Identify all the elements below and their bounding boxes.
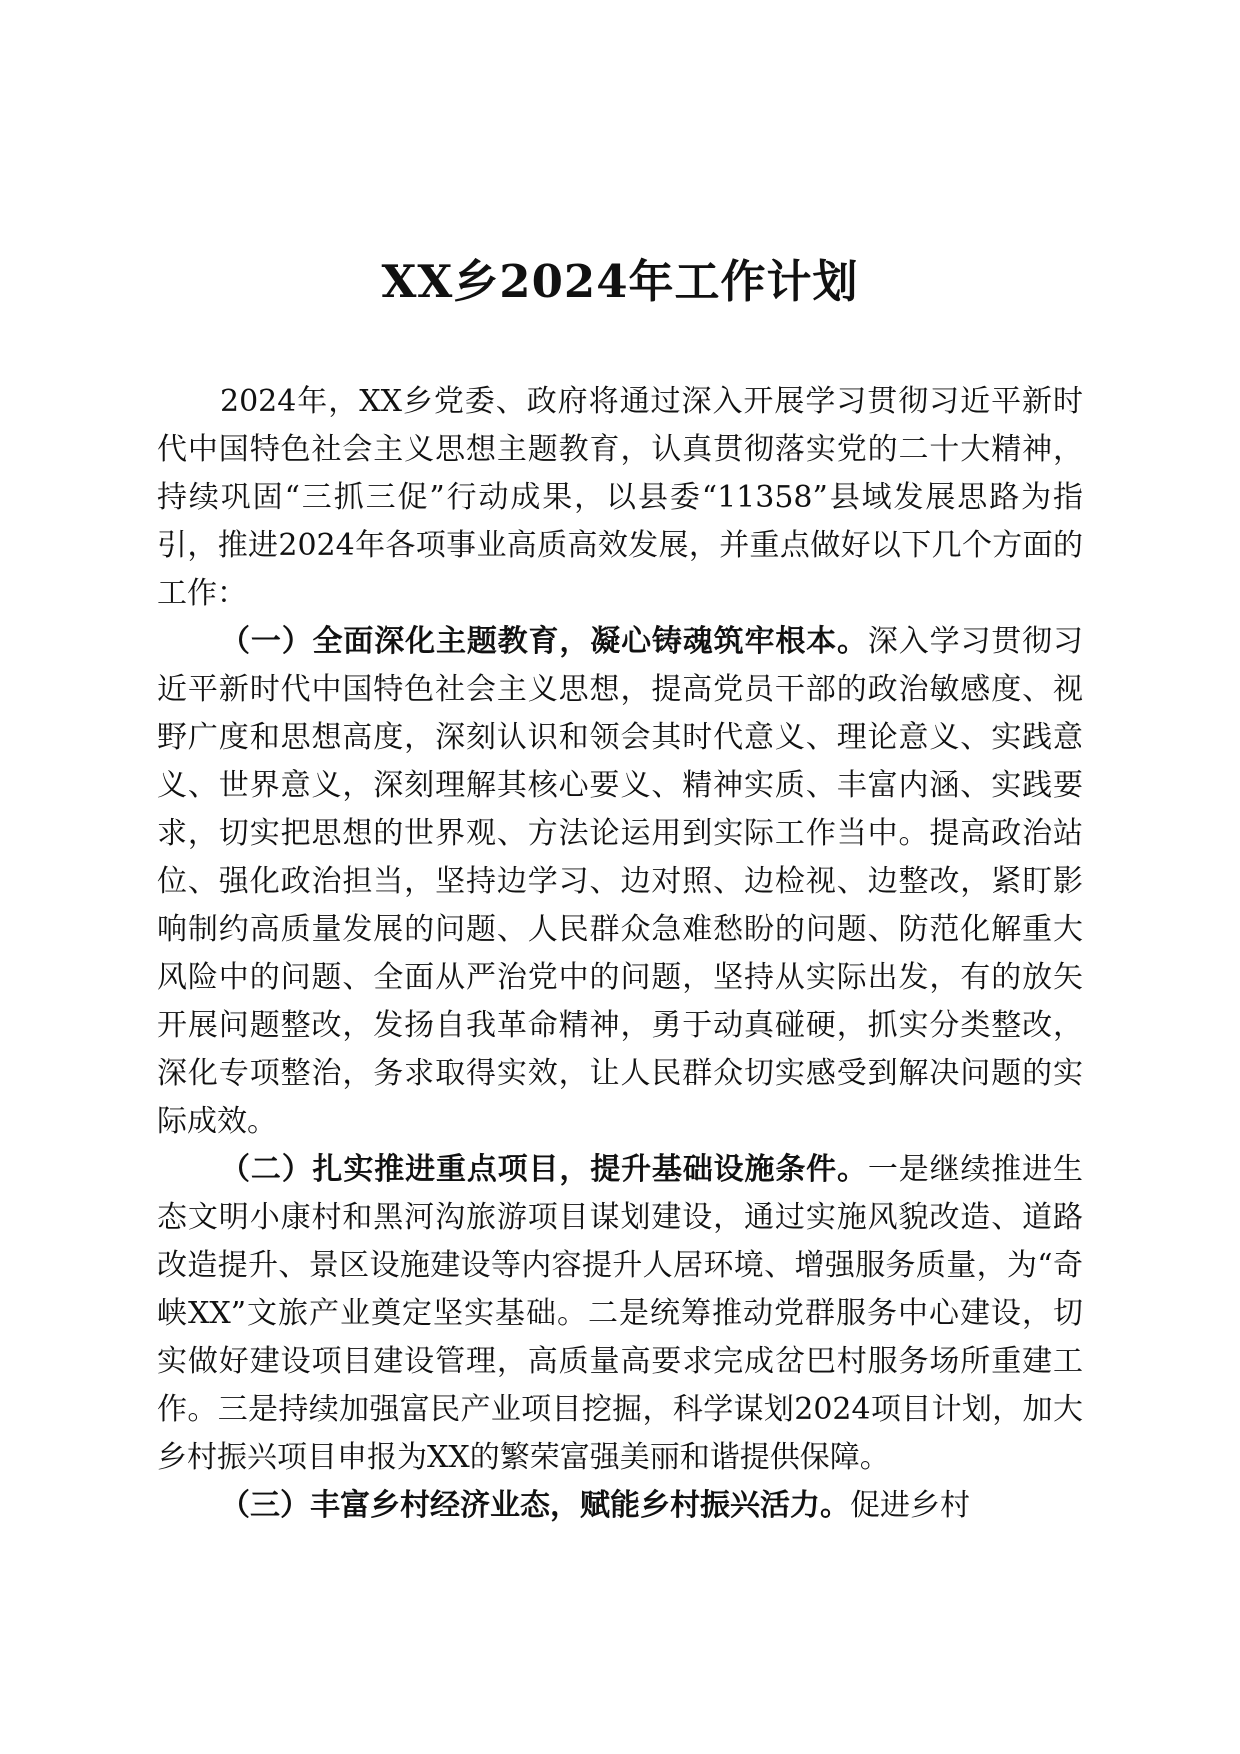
paragraph-intro (157, 378, 1083, 618)
paragraph-text: 促进乡村 (850, 1488, 970, 1523)
paragraph-section-3 (157, 1482, 1083, 1530)
paragraph-text: 一是继续推进生态文明小康村和黑河沟旅游项目谋划建设，通过实施风貌改造、道路改造提升、景区设施建设等内容提升人居环境、增强服务质量，为“奇峡XX”文旅产业奠定坚实基础。二是统筹推动党群服务中心建设，切实做好建设项目建设管理，高质量高要求完成岔巴村服务场所重建工作。三是持续加强富民产业项目挖掘，科学谋划2024项目计划，加大乡村振兴项目申报为XX的繁荣富强美丽和谐提供保障。 (157, 1152, 1084, 1475)
document-title: XX乡2024年工作计划 (381, 255, 859, 308)
section-heading: （二）扎实推进重点项目，提升基础设施条件。 (220, 1152, 868, 1187)
paragraph-section-2 (157, 1146, 1083, 1482)
paragraph-text: 2024年，XX乡党委、政府将通过深入开展学习贯彻习近平新时代中国特色社会主义思想主题教育，认真贯彻落实党的二十大精神，持续巩固“三抓三促”行动成果，以县委“11358”县域发展思路为指引，推进2024年各项事业高质高效发展，并重点做好以下几个方面的工作： (157, 384, 1083, 611)
section-heading: （三）丰富乡村经济业态，赋能乡村振兴活力。 (220, 1488, 850, 1523)
section-heading: （一）全面深化主题教育，凝心铸魂筑牢根本。 (220, 624, 868, 659)
paragraph-text: 深入学习贯彻习近平新时代中国特色社会主义思想，提高党员干部的政治敏感度、视野广度和思想高度，深刻认识和领会其时代意义、理论意义、实践意义、世界意义，深刻理解其核心要义、精神实质、丰富内涵、实践要求，切实把思想的世界观、方法论运用到实际工作当中。提高政治站位、强化政治担当，坚持边学习、边对照、边检视、边整改，紧盯影响制约高质量发展的问题、人民群众急难愁盼的问题、防范化解重大风险中的问题、全面从严治党中的问题，坚持从实际出发，有的放矢开展问题整改，发扬自我革命精神，勇于动真碰硬，抓实分类整改，深化专项整治，务求取得实效，让人民群众切实感受到解决问题的实际成效。 (157, 624, 1084, 1139)
paragraph-section-1 (157, 618, 1083, 1146)
document-body (157, 378, 1083, 1530)
